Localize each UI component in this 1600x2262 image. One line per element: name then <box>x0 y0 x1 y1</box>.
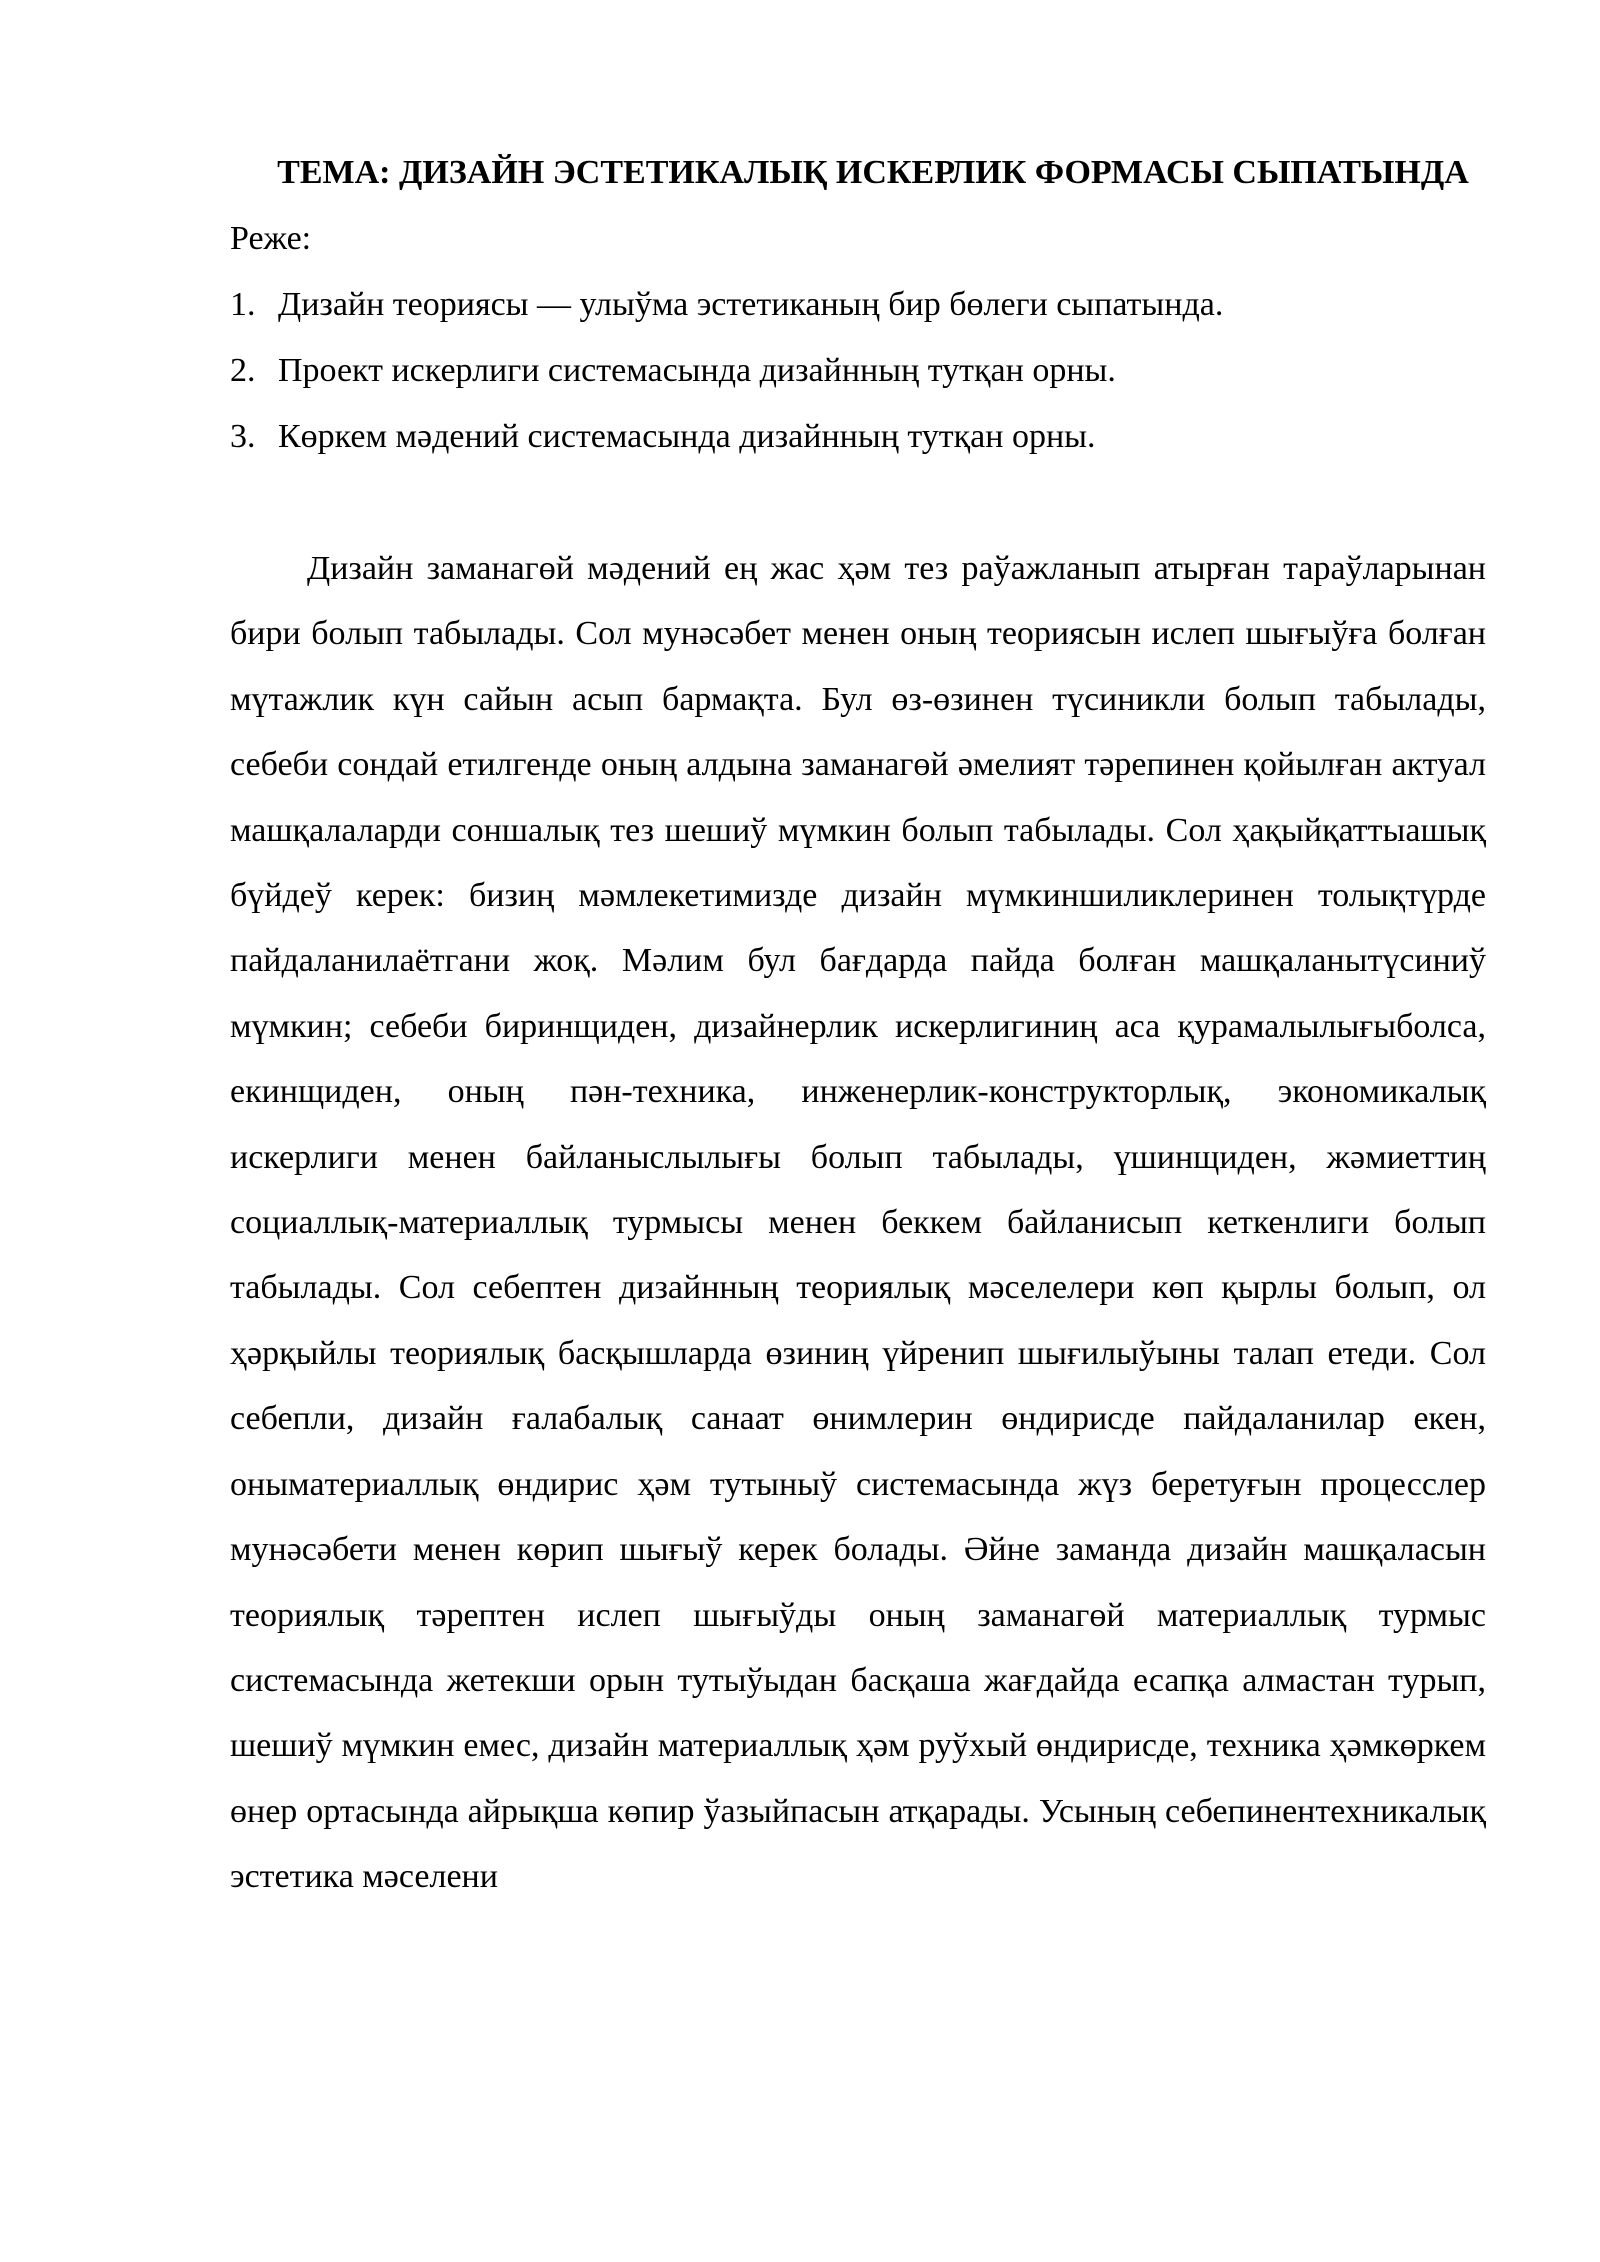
body-paragraph: Дизайн заманагөй мәдений ең жас ҳәм тез раўажланып атырған тараўларынан бири болып табылады. Сол мунәсәбет менен оның теориясын ислеп шығыўға болған мүтажлик күн сайын асып бармақта. Бул өз-өзинен түсиникли болып табылады, себеби сондай етилгенде оның алдына заманагөй әмелият тәрепинен қойылған актуал машқалаларди соншалық тез шешиў мүмкин болып табылады. Сол ҳақыйқаттыашық бүйдеў керек: бизиң мәмлекетимизде дизайн мүмкиншиликлеринен толықтүрде пайдаланилаётгани жоқ. Мәлим бул бағдарда пайда болған машқаланытүсиниў мүмкин; себеби биринщиден, дизайнерлик искерлигиниң аса қурамалылығыболса, екинщиден, оның пән-техника, инженерлик-конструкторлық, экономикалық искерлиги менен байланыслылығы болып табылады, үшинщиден, жәмиеттиң социаллық-материаллық турмысы менен беккем байланисып кеткенлиги болып табылады. Сол себептен дизайнның теориялық мәселелери көп қырлы болып, ол ҳәрқыйлы теориялық басқышларда өзиниң үйренип шығилыўыны талап етеди. Сол себепли, дизайн ғалабалық санаат өнимлерин өндирисде пайдаланилар екен, онымaтериаллық өндирис ҳәм тутыныў системасында жүз беретуғын процесслер мунәсәбети менен көрип шығыў керек болады. Әйне заманда дизайн машқаласын теориялық тәрептен ислеп шығыўды оның заманагөй материаллық турмыс системасында жетекши орын тутыўыдан басқаша жағдайда есапқа алмастан турып, шешиў мүмкин емес, дизайн материаллық ҳәм руўхый өндирисде, техника ҳәмкөркем өнер ортасында айрықша көпир ўазыйпасын атқарады. Усының себепинентехникалық эстетика мәселени <box>230 550 1486 1896</box>
document-title: ТЕМА: ДИЗАЙН ЭСТЕТИКАЛЫҚ ИСКЕРЛИК ФОРМАСЫ СЫПАТЫНДА <box>277 154 1469 191</box>
plan-item-text: Дизайн теориясы — улыўма эстетиканың бир бөлеги сыпатында. <box>278 286 1224 323</box>
plan-list <box>230 272 1486 470</box>
plan-item-text: Көркем мәдений системасында дизайнның тутқан орны. <box>278 418 1096 455</box>
plan-item-text: Проект искерлиги системасында дизайнның тутқан орны. <box>278 352 1116 389</box>
plan-item-number: 2. <box>230 352 256 389</box>
plan-item-number: 1. <box>230 286 256 323</box>
body-text <box>230 536 1486 1910</box>
plan-item-1 <box>230 272 1486 338</box>
plan-item-number: 3. <box>230 418 256 455</box>
plan-label: Реже: <box>230 220 312 257</box>
plan-item-2 <box>230 338 1486 404</box>
document-content <box>230 140 1486 1910</box>
plan-item-3 <box>230 404 1486 470</box>
